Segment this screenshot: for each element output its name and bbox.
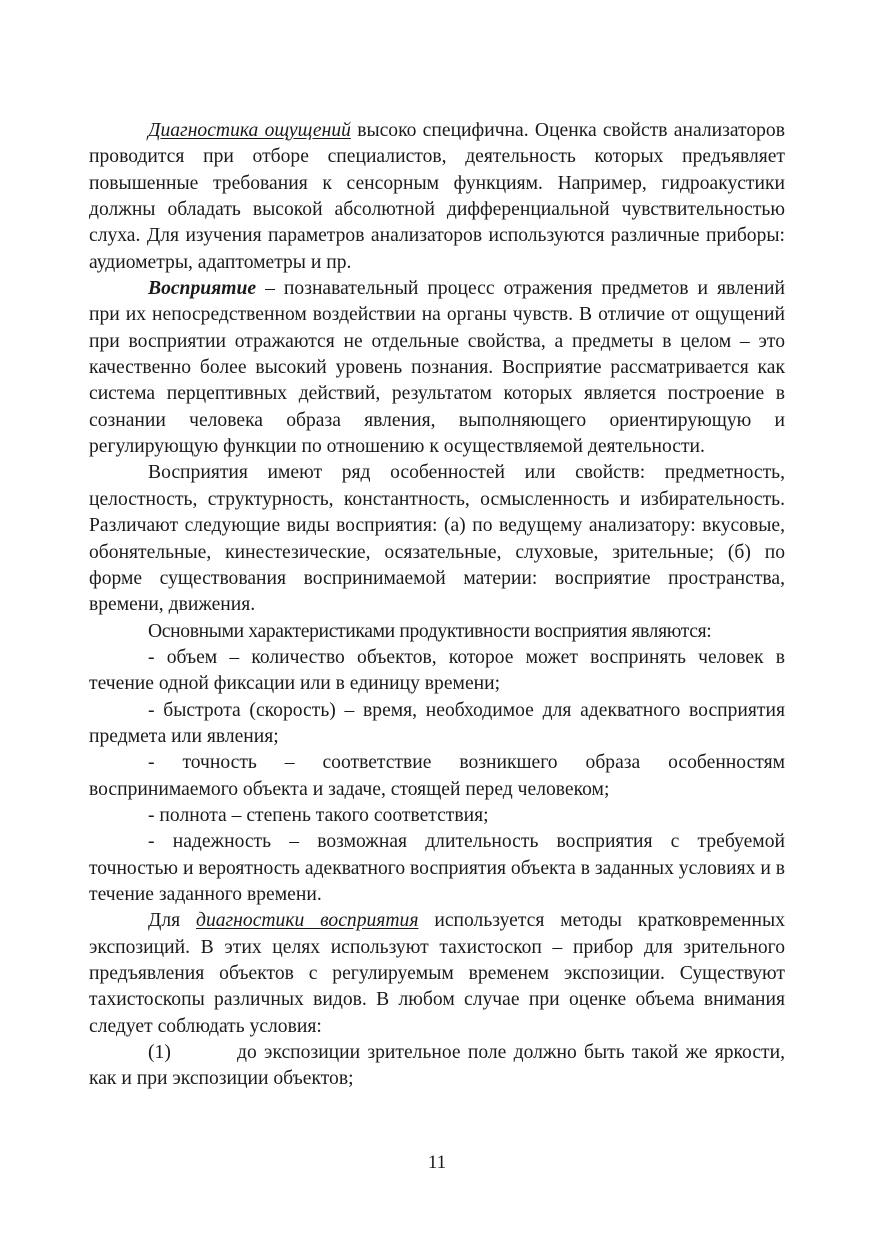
paragraph-condition-1 (89, 1040, 785, 1093)
paragraph-perception-definition (89, 276, 785, 460)
numbered-marker: (1) (148, 1042, 171, 1064)
term-perception-diagnostics: диагностики восприятия (196, 910, 419, 932)
list-item: - точность – соответствие возникшего образа особенностям воспринимаемого объекта и задаче, стоящей перед человеком; (89, 752, 785, 800)
paragraph-sensation-diagnostics (89, 118, 785, 276)
term-sensation-diagnostics: Диагностика ощущений (148, 120, 351, 141)
list-item: - объем – количество объектов, которое может воспринять человек в течение одной фиксации или в единицу времени; (89, 646, 785, 695)
term-perception: Восприятие (148, 278, 257, 300)
paragraph-text: высоко специфична. Оценка свойств анализаторов проводится при отборе специалистов, деятельность которых предъявляет повышенные требования к сенсорным функциям. Например, гидроакустики должны обладать высокой абсолютной дифференциальной чувствительностью слуха. Для изучения параметров анализаторов используются различные приборы: аудиометры, адаптометры и пр. (89, 120, 785, 273)
page-number: 11 (427, 1152, 447, 1173)
list-item: - полнота – степень такого соответствия; (148, 804, 489, 826)
list-item: - быстрота (скорость) – время, необходимое для адекватного восприятия предмета или явления; (89, 699, 785, 747)
paragraph-perception-diagnostics (89, 908, 785, 1040)
document-body (89, 118, 785, 1093)
paragraph-text: – познавательный процесс отражения предметов и явлений при их непосредственном воздействии на органы чувств. В отличие от ощущений при восприятии отражаются не отдельные свойства, а предметы в целом – это качественно более высокий уровень познания. Восприятие рассматривается как система перцептивных действий, результатом которых является построение в сознании человека образа явления, выполняющего ориентирующую и регулирующую функции по отношению к осуществляемой деятельности. (89, 278, 785, 458)
paragraph-lead: Для (148, 910, 197, 932)
list-item: - надежность – возможная длительность восприятия с требуемой точностью и вероятность адекватного восприятия объекта в заданных условиях и в течение заданного времени. (89, 831, 785, 905)
paragraph-perception-properties: Восприятия имеют ряд особенностей или свойств: предметность, целостность, структурность, константность, осмысленность и избирательность. Различают следующие виды восприятия: (а) по ведущему анализатору: вкусовые, обонятельные, кинестезические, осязательные, слуховые, зрительные; (б) по форме существования воспринимаемой материи: восприятие пространства, времени, движения. (89, 462, 785, 616)
paragraph-text: используется методы кратковременных экспозиций. В этих целях используют тахистоскоп – прибор для зрительного предъявления объектов с регулируемым временем экспозиции. Существуют тахистоскопы различных видов. В любом случае при оценке объема внимания следует соблюдать условия: (89, 910, 785, 1037)
paragraph-productivity-intro: Основными характеристиками продуктивности восприятия являются: (148, 620, 712, 642)
paragraph-text: до экспозиции зрительное поле должно быть такой же яркости, как и при экспозиции объектов; (89, 1042, 785, 1090)
